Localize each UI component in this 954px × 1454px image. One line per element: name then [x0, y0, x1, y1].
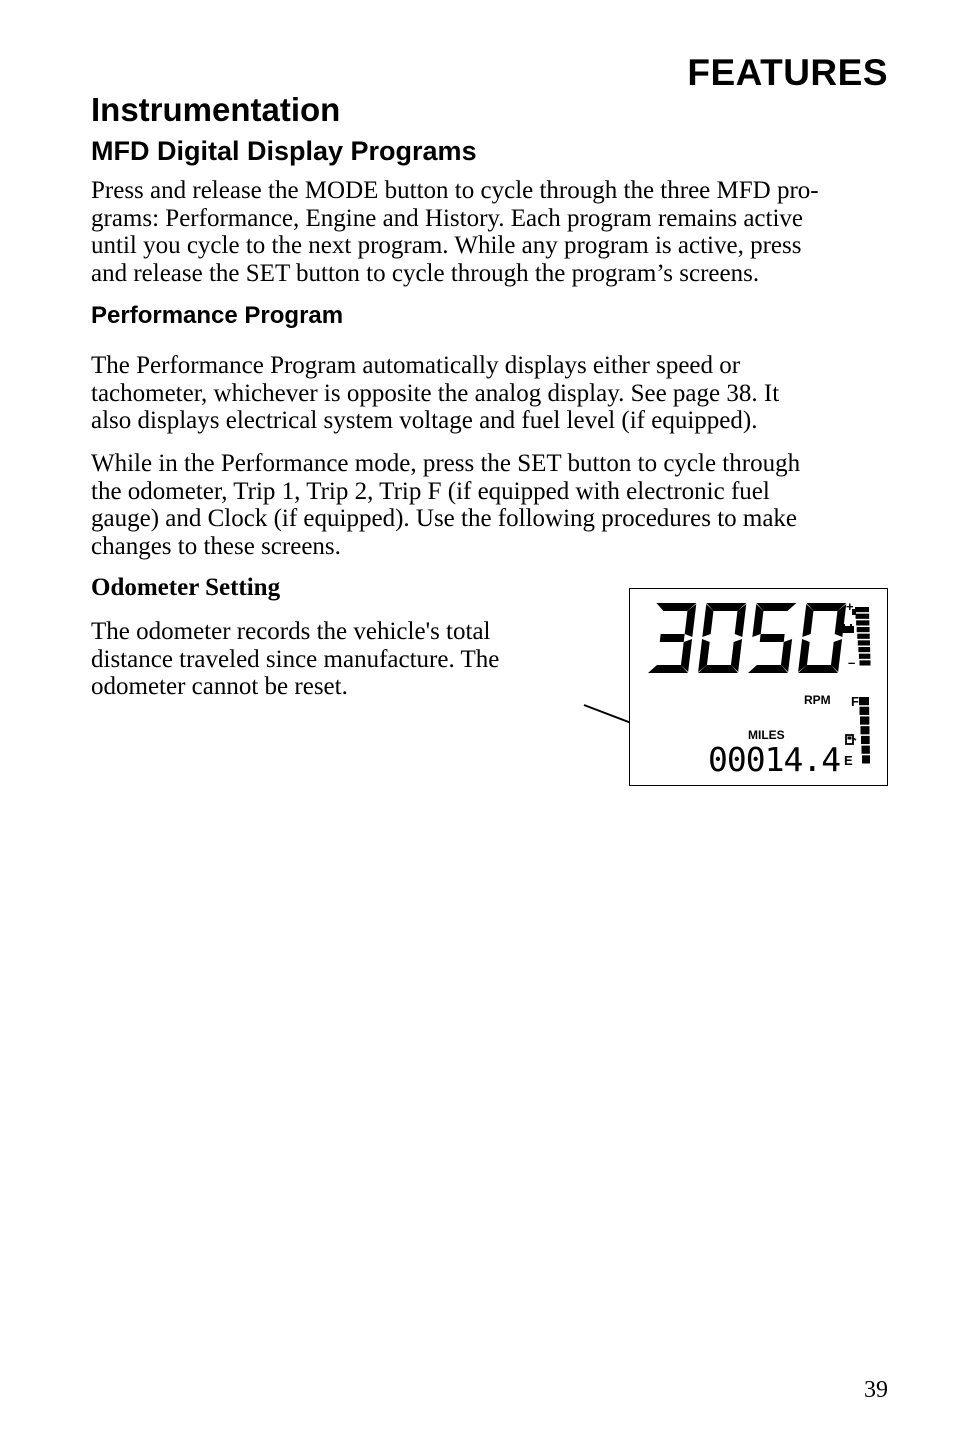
text-line: changes to these screens. — [91, 532, 341, 560]
fuel-bar-gauge — [859, 697, 870, 764]
text-line: distance traveled since manufacture. The — [91, 645, 500, 673]
volt-bar-segment — [858, 647, 870, 652]
voltage-minus-label: – — [848, 655, 856, 670]
section-header: FEATURES — [687, 52, 888, 93]
volt-bar-segment — [859, 654, 870, 659]
fuel-bar-segment — [861, 736, 870, 744]
performance-heading: Performance Program — [91, 302, 344, 329]
fuel-bar-segment — [859, 697, 869, 705]
text-line: The odometer records the vehicle's total — [91, 618, 491, 645]
lcd-segment-d — [648, 665, 688, 673]
fuel-pump-icon — [846, 735, 856, 744]
fuel-bar-segment — [862, 746, 870, 754]
main-digit-readout — [648, 603, 856, 673]
fuel-bar-segment — [860, 716, 869, 724]
miles-label: MILES — [748, 728, 785, 742]
volt-bar-segment — [855, 607, 869, 612]
fuel-empty-label: E — [844, 753, 853, 768]
text-line: the odometer, Trip 1, Trip 2, Trip F (if equipped with electronic fuel — [91, 477, 770, 505]
text-line: odometer cannot be reset. — [91, 673, 348, 700]
volt-bar-segment — [856, 620, 869, 625]
page-title: Instrumentation — [91, 91, 341, 128]
text-line: The Performance Program automatically displays either speed or — [91, 352, 741, 379]
volt-bar-segment — [856, 614, 870, 619]
text-line: Press and release the MODE button to cycle through the three MFD pro- — [91, 177, 819, 204]
performance-paragraph-1 — [91, 352, 779, 435]
volt-bar-segment — [857, 634, 870, 639]
fuel-full-label: F — [851, 694, 859, 709]
lcd-segment-g — [660, 634, 685, 642]
fuel-bar-segment — [862, 755, 870, 763]
rpm-label: RPM — [804, 693, 831, 707]
lcd-segment-g — [760, 634, 785, 642]
fuel-bar-segment — [860, 707, 870, 715]
odometer-reading: 00014.4 — [708, 740, 841, 779]
performance-paragraph-2 — [91, 450, 800, 560]
volt-bar-segment — [858, 640, 870, 645]
mfd-heading: MFD Digital Display Programs — [91, 136, 477, 166]
voltage-plus-label: + — [846, 599, 854, 614]
mfd-display-illustration — [629, 588, 888, 786]
odometer-paragraph — [91, 618, 499, 701]
text-line: grams: Performance, Engine and History. Each program remains active — [91, 204, 804, 232]
page-number: 39 — [864, 1377, 888, 1403]
text-line: While in the Performance mode, press the SET button to cycle through — [91, 450, 801, 477]
lcd-segment-d — [748, 665, 788, 673]
text-line: also displays electrical system voltage and fuel level (if equipped). — [91, 407, 758, 434]
text-line: until you cycle to the next program. While any program is active, press — [91, 232, 802, 259]
voltage-bar-gauge — [855, 607, 871, 666]
text-line: gauge) and Clock (if equipped). Use the following procedures to make — [91, 505, 798, 532]
volt-bar-segment — [857, 627, 870, 632]
mfd-paragraph — [91, 177, 819, 287]
odometer-heading: Odometer Setting — [91, 574, 281, 601]
volt-bar-segment — [860, 660, 871, 665]
text-line: and release the SET button to cycle through the program’s screens. — [91, 259, 760, 287]
text-line: tachometer, whichever is opposite the analog display. See page 38. It — [91, 379, 780, 407]
lcd-segment-a — [756, 603, 796, 611]
fuel-bar-segment — [861, 726, 870, 734]
